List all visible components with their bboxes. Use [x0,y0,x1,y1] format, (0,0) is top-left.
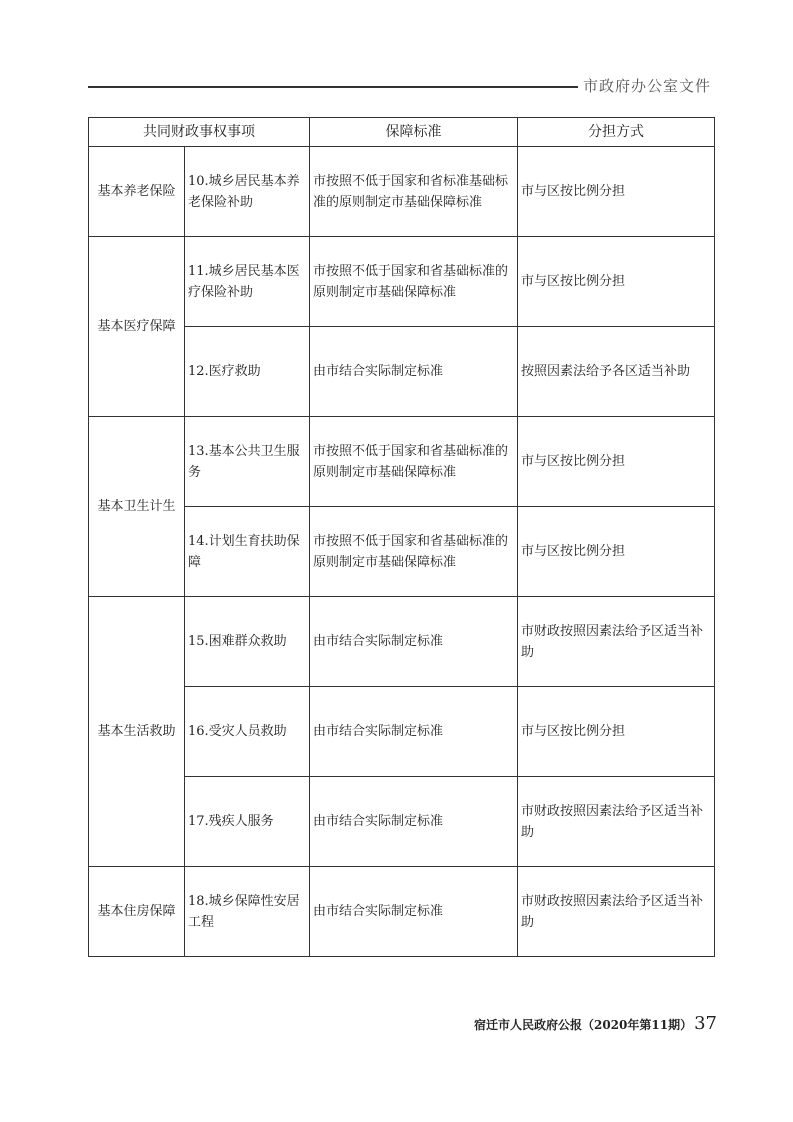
standard-cell: 由市结合实际制定标准 [310,867,518,957]
standard-cell: 由市结合实际制定标准 [310,327,518,417]
publication-name: 宿迁市人民政府公报（2020年第11期） [473,1018,693,1032]
header-item: 共同财政事权事项 [89,118,310,147]
sharing-cell: 市与区按比例分担 [518,147,715,237]
table-row [89,237,715,327]
item-cell: 16.受灾人员救助 [185,687,310,777]
sharing-cell: 市与区按比例分担 [518,237,715,327]
standard-cell: 由市结合实际制定标准 [310,597,518,687]
fiscal-responsibility-table [88,117,715,957]
standard-cell: 由市结合实际制定标准 [310,687,518,777]
standard-cell: 市按照不低于国家和省基础标准的原则制定市基础保障标准 [310,417,518,507]
table-row [89,597,715,687]
page-footer [474,1013,717,1034]
table-row [89,147,715,237]
item-cell: 10.城乡居民基本养老保险补助 [185,147,310,237]
item-cell: 15.困难群众救助 [185,597,310,687]
sharing-cell: 市财政按照因素法给予区适当补助 [518,777,715,867]
standard-cell: 由市结合实际制定标准 [310,777,518,867]
sharing-cell: 市与区按比例分担 [518,687,715,777]
item-cell: 14.计划生育扶助保障 [185,507,310,597]
standard-cell: 市按照不低于国家和省基础标准的原则制定市基础保障标准 [310,237,518,327]
header-title: 市政府办公室文件 [583,77,712,95]
category-cell: 基本卫生计生 [89,417,185,597]
table-row [89,417,715,507]
sharing-cell: 市财政按照因素法给予区适当补助 [518,597,715,687]
category-cell: 基本生活救助 [89,597,185,867]
sharing-cell: 按照因素法给予各区适当补助 [518,327,715,417]
item-cell: 13.基本公共卫生服务 [185,417,310,507]
standard-cell: 市按照不低于国家和省基础标准的原则制定市基础保障标准 [310,507,518,597]
category-cell: 基本养老保险 [89,147,185,237]
item-cell: 12.医疗救助 [185,327,310,417]
sharing-cell: 市财政按照因素法给予区适当补助 [518,867,715,957]
table-row [89,867,715,957]
table-header-row [89,118,715,147]
sharing-cell: 市与区按比例分担 [518,417,715,507]
header-sharing: 分担方式 [518,118,715,147]
header-standard: 保障标准 [310,118,518,147]
item-cell: 11.城乡居民基本医疗保险补助 [185,237,310,327]
category-cell: 基本住房保障 [89,867,185,957]
sharing-cell: 市与区按比例分担 [518,507,715,597]
item-cell: 17.残疾人服务 [185,777,310,867]
category-cell: 基本医疗保障 [89,237,185,417]
page-number: 37 [694,1013,717,1034]
item-cell: 18.城乡保障性安居工程 [185,867,310,957]
header-rule [88,86,578,88]
standard-cell: 市按照不低于国家和省标准基础标准的原则制定市基础保障标准 [310,147,518,237]
